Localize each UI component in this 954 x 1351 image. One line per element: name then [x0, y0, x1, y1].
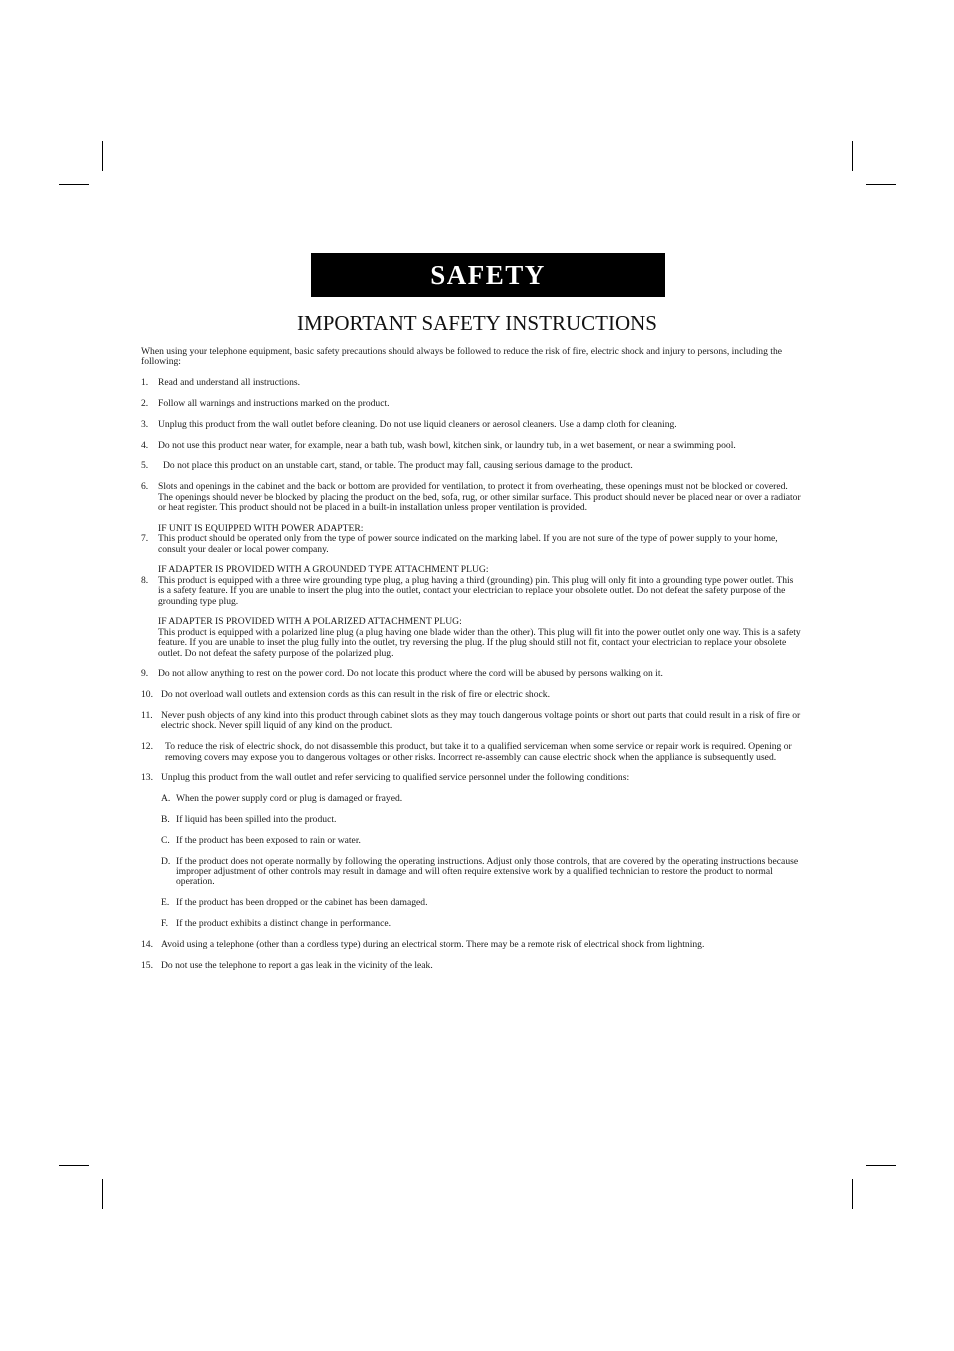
list-item: 15. Do not use the telephone to report a gas leak in the vicinity of the leak.: [141, 959, 433, 971]
intro-paragraph: When using your telephone equipment, basic safety precautions should always be followed to reduce the risk of fire, electric shock and injury to persons, including the following:: [141, 346, 783, 368]
list-item: 13. Unplug this product from the wall outlet and refer servicing to qualified service personnel under the following conditions:: [141, 772, 630, 784]
crop-mark-top-left-v: [102, 141, 103, 171]
subheading: IF ADAPTER IS PROVIDED WITH A POLARIZED ATTACHMENT PLUG:: [158, 616, 462, 628]
list-item: 2. Follow all warnings and instructions marked on the product.: [141, 398, 390, 409]
list-item: 3. Unplug this product from the wall outlet before cleaning. Do not use liquid cleaners or aerosol cleaners. Use a damp cloth for cleaning.: [141, 418, 677, 430]
list-item: 5. Do not place this product on an unstable cart, stand, or table. The product may fall, causing serious damage to the product.: [141, 460, 633, 472]
crop-mark-bottom-right-v: [852, 1179, 853, 1209]
sub-list-item: A. When the power supply cord or plug is damaged or frayed.: [161, 793, 403, 805]
crop-mark-top-right-v: [852, 141, 853, 171]
subheading: IF UNIT IS EQUIPPED WITH POWER ADAPTER:: [158, 522, 364, 534]
list-item: 6. Slots and openings in the cabinet and the back or bottom are provided for ventilation, to protect it from overheating, these openings must not be blocked or covered. The openings should never be blocked by placing the product on the bed, sofa, rug, or other similar surface. This product should never be placed near or over a radiator or heat register. This product should not be placed in a built-in installation unless proper ventilation is provided.: [141, 481, 801, 513]
list-item: 8. IF ADAPTER IS PROVIDED WITH A GROUNDED TYPE ATTACHMENT PLUG: This product is equipped with a three wire grounding type plug, a plug having a third (grounding) pin. This plug will only fit into a grounding type power outlet. This is a safety feature. If you are unable to insert the plug into the outlet, contact your electrician to replace your obsolete outlet. Do not defeat the safety purpose of the grounding type plug. IF ADAPTER IS PROVIDED WITH A POLARIZED ATTACHMENT PLUG: This product is equipped with a polarized line plug (a plug having one blade wider than the other). This plug will fit into the power outlet only one way. This is a safety feature. If you are unable to inset the plug fully into the outlet, try reversing the plug. If the plug should still not fit, contact your electrician to replace your obsolete outlet. Do not defeat the safety purpose of the polarized plug.: [141, 564, 801, 659]
banner-title: SAFETY: [430, 259, 546, 290]
list-item: 9. Do not allow anything to rest on the power cord. Do not locate this product where the cord will be abused by persons walking on it.: [141, 668, 663, 680]
list-item: 11. Never push objects of any kind into this product through cabinet slots as they may touch dangerous voltage points or short out parts that could result in a risk of fire or electric shock. Never spill liquid of any kind on the product.: [141, 710, 801, 732]
list-item: 1. Read and understand all instructions.: [141, 377, 301, 389]
list-item: 14. Avoid using a telephone (other than a cordless type) during an electrical storm. There may be a remote risk of electrical shock from lightning.: [141, 938, 705, 950]
crop-mark-bottom-left-h: [59, 1165, 89, 1166]
sub-list-item: F. If the product exhibits a distinct change in performance.: [161, 918, 391, 930]
crop-mark-bottom-right-h: [866, 1165, 896, 1166]
list-item: 7. IF UNIT IS EQUIPPED WITH POWER ADAPTER: This product should be operated only from the type of power source indicated on the marking label. If you are not sure of the type of power supply to your home, consult your dealer or local power company.: [141, 524, 801, 555]
list-item: 10. Do not overload wall outlets and extension cords as this can result in the risk of fire or electric shock.: [141, 689, 550, 701]
sub-list-item: D. If the product does not operate normally by following the operating instructions. Adjust only those controls, that are covered by the operating instructions because improper adjustment of other controls may result in damage and will often require extensive work by a qualified technician to restore the product to normal operation.: [161, 855, 799, 888]
sub-list-item: B. If liquid has been spilled into the product.: [161, 814, 337, 826]
crop-mark-top-left-h: [59, 184, 89, 185]
list-item: 12. To reduce the risk of electric shock, do not disassemble this product, but take it to a qualified serviceman when some service or repair work is required. Opening or removing covers may expose you to dangerous voltages or other risks. Incorrect re-assembly can cause electric shock when the appliance is subsequently used.: [141, 741, 792, 763]
list-item: 4. Do not use this product near water, for example, near a bath tub, wash bowl, kitchen sink, or laundry tub, in a wet basement, or near a swimming pool.: [141, 439, 736, 451]
page-title: IMPORTANT SAFETY INSTRUCTIONS: [297, 311, 657, 335]
crop-mark-top-right-h: [866, 184, 896, 185]
sub-list-item: C. If the product has been exposed to rain or water.: [161, 834, 361, 846]
crop-mark-bottom-left-v: [102, 1179, 103, 1209]
instructions-body: [141, 347, 801, 981]
sub-list-item: E. If the product has been dropped or the cabinet has been damaged.: [161, 897, 428, 909]
subheading: IF ADAPTER IS PROVIDED WITH A GROUNDED TYPE ATTACHMENT PLUG:: [158, 564, 489, 576]
section-banner: [311, 253, 665, 297]
